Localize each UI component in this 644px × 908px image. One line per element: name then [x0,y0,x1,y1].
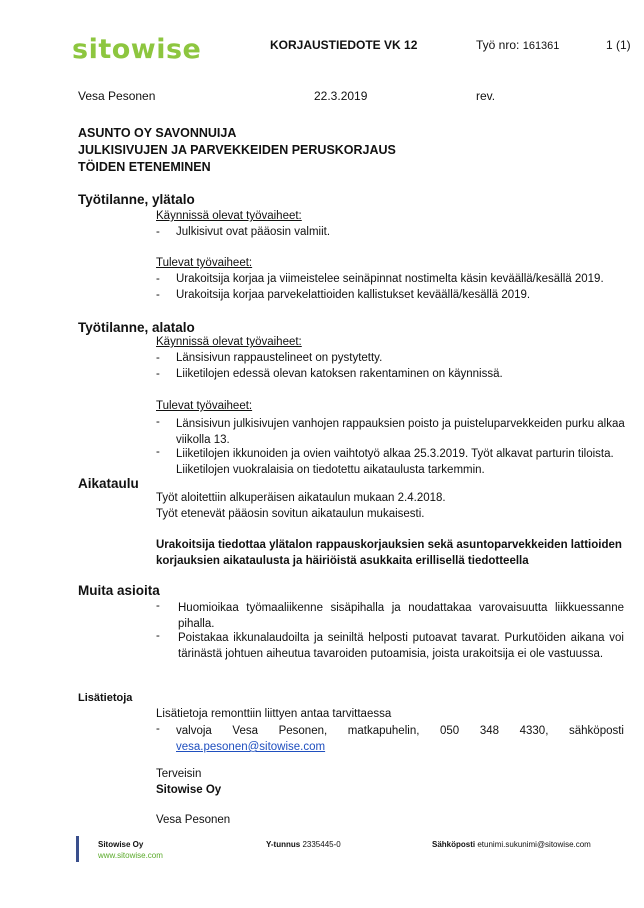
bullet-dash: - [156,600,160,612]
bullet-dash: - [156,723,160,735]
title-line-3: TÖIDEN ETENEMINEN [78,160,211,174]
section-heading-lower: Työtilanne, alatalo [78,320,195,335]
closing-greeting: Terveisin [156,768,202,780]
footer-website[interactable]: www.sitowise.com [98,851,163,860]
upper-upcoming-label: Tulevat työvaiheet: [156,257,253,269]
schedule-contractor-note: Urakoitsija tiedottaa ylätalon rappauskorjauksien sekä asuntoparvekkeiden lattioiden korjauksien aikataulusta ja häiriöistä asukkaita erillisellä tiedotteella [156,539,622,567]
upper-ongoing-item: Julkisivut ovat pääosin valmiit. [176,226,331,238]
footer-business-id-label: Y-tunnus [266,840,301,849]
section-heading-upper: Työtilanne, ylätalo [78,192,195,207]
section-heading-info: Lisätietoja [78,692,133,704]
lower-ongoing-item: Liiketilojen edessä olevan katoksen rakentaminen on käynnissä. [176,368,503,380]
other-item: Poistakaa ikkunalaudoilta ja seiniltä helposti putoavat tavarat. Purkutöiden aikana voi tärinästä johtuen aiheutua tavaroiden putoamisia, joista urakoitsija ei ole vastuussa. [178,632,624,660]
sitowise-logo: sitowise [72,34,202,65]
lower-ongoing-item: Länsisivun rappaustelineet on pystytetty. [176,352,383,364]
author: Vesa Pesonen [78,89,156,103]
upper-upcoming-item: Urakoitsija korjaa ja viimeistelee seinäpinnat nostimelta käsin keväällä/kesällä 2019. [176,273,604,285]
info-intro: Lisätietoja remonttiin liittyen antaa tarvittaessa [156,708,392,720]
lower-upcoming-item: Liiketilojen ikkunoiden ja ovien vaihtotyö alkaa 25.3.2019. Työt alkavat parturin tiloista. Liiketilojen vuokralaisia on tiedotettu aikataulusta tarkemmin. [176,448,614,476]
footer-business-id [266,840,341,849]
footer-business-id-value: 2335445-0 [302,840,341,849]
footer-bar [76,836,79,862]
document-title: KORJAUSTIEDOTE VK 12 [270,38,418,52]
title-line-1: ASUNTO OY SAVONNUIJA [78,126,237,140]
lower-upcoming-item: Länsisivun julkisivujen vanhojen rappauksien poisto ja puisteluparvekkeiden purku alkaa viikolla 13. [176,418,625,446]
contact-email-link[interactable]: vesa.pesonen@sitowise.com [176,741,326,753]
work-number [476,38,559,52]
closing-company: Sitowise Oy [156,784,222,796]
schedule-line-1: Työt aloitettiin alkuperäisen aikataulun mukaan 2.4.2018. [156,492,446,504]
bullet-dash: - [156,368,160,380]
bullet-dash: - [156,289,160,301]
schedule-line-2: Työt etenevät pääosin sovitun aikataulun mukaisesti. [156,508,425,520]
revision-label: rev. [476,89,496,103]
section-heading-schedule: Aikataulu [78,476,139,491]
section-heading-other: Muita asioita [78,583,160,598]
info-contact [176,723,624,755]
document-date: 22.3.2019 [314,89,368,103]
page-count: 1 (1) [606,38,631,52]
title-line-2: JULKISIVUJEN JA PARVEKKEIDEN PERUSKORJAUS [78,143,396,157]
upper-upcoming-item: Urakoitsija korjaa parvekelattioiden kallistukset keväällä/kesällä 2019. [176,289,531,301]
footer-email-value[interactable]: etunimi.sukunimi@sitowise.com [477,840,591,849]
upper-ongoing-label: Käynnissä olevat työvaiheet: [156,210,302,222]
closing-name: Vesa Pesonen [156,814,231,826]
bullet-dash: - [156,416,160,428]
lower-ongoing-label: Käynnissä olevat työvaiheet: [156,336,302,348]
footer-email [432,840,591,849]
lower-upcoming-label: Tulevat työvaiheet: [156,400,253,412]
work-number-value: 161361 [522,40,560,52]
bullet-dash: - [156,273,160,285]
bullet-dash: - [156,446,160,458]
work-number-label: Työ nro: [476,38,520,52]
bullet-dash: - [156,226,160,238]
bullet-dash: - [156,630,160,642]
other-item: Huomioikaa työmaaliikenne sisäpihalla ja noudattakaa varovaisuutta liikkuessanne pihalla. [178,602,624,630]
info-contact-text: valvoja Vesa Pesonen, matkapuhelin, 050 348 4330, sähköposti [176,725,624,737]
footer-email-label: Sähköposti [432,840,476,849]
bullet-dash: - [156,352,160,364]
footer-company: Sitowise Oy [98,840,144,849]
